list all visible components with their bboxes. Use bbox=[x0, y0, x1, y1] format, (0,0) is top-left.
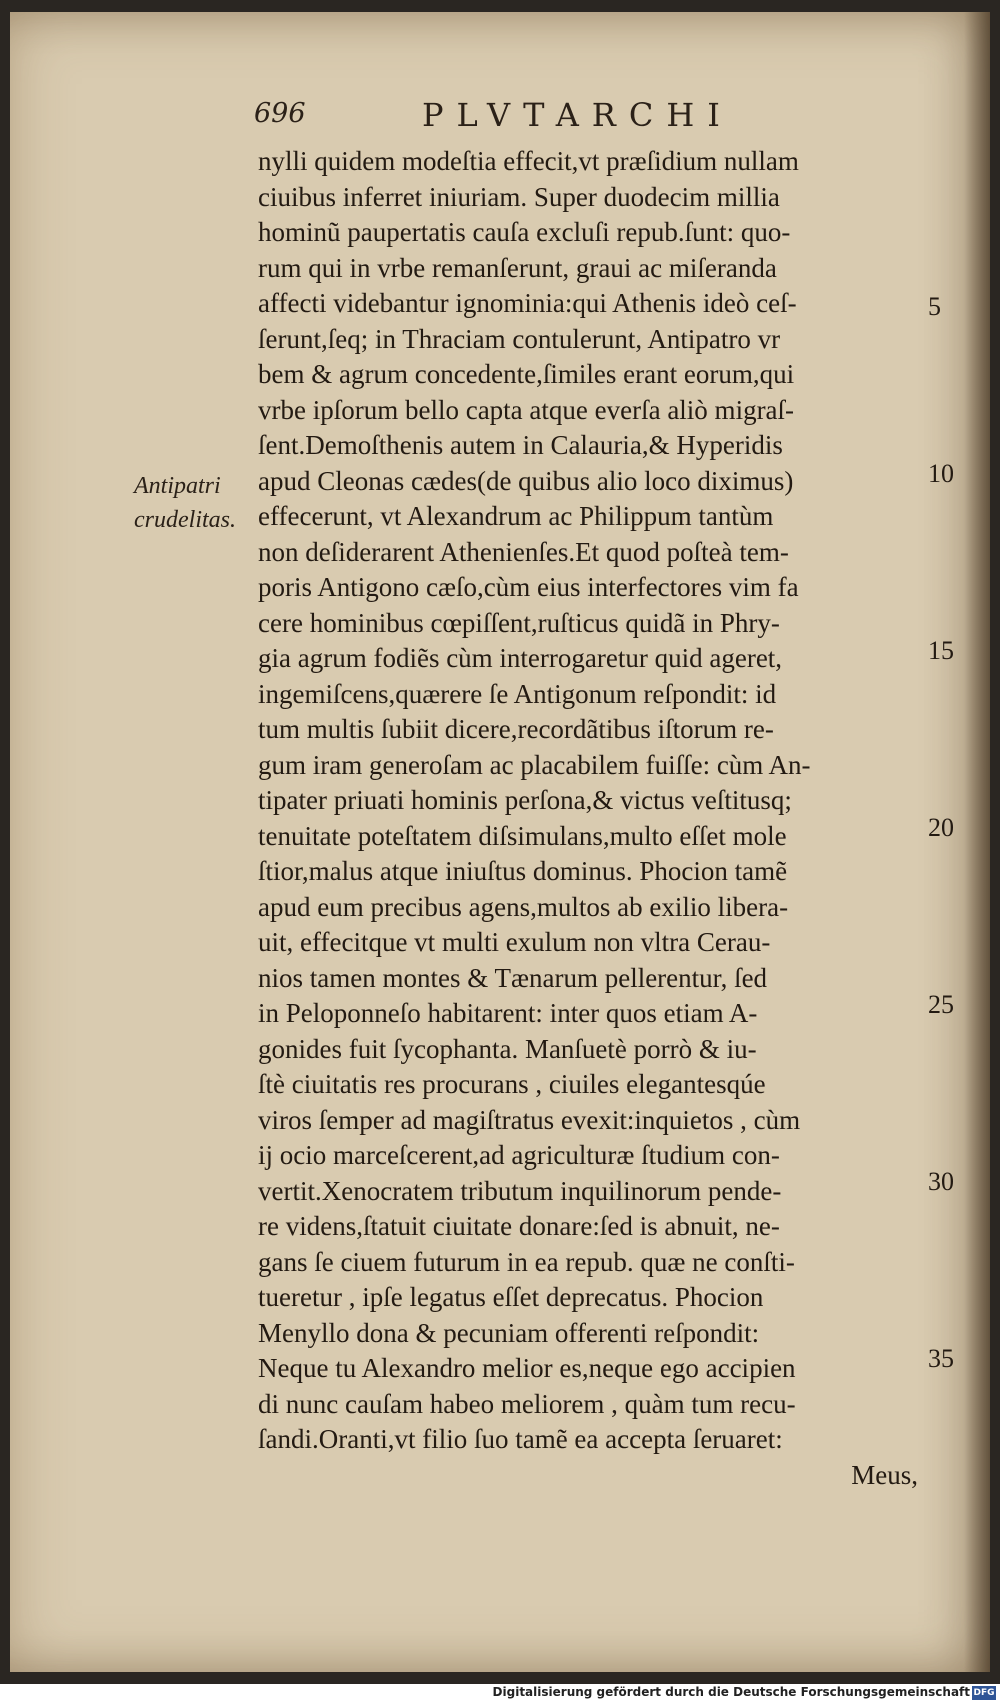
text-line: non deſiderarent Athenienſes.Et quod poſteà tem- bbox=[258, 536, 789, 567]
text-line: ingemiſcens,quærere ſe Antigonum reſpondit: id bbox=[258, 678, 777, 709]
text-line: in Peloponneſo habitarent: inter quos etiam A- bbox=[258, 998, 758, 1028]
line-number: 5 bbox=[928, 292, 941, 321]
text-line: apud eum precibus agens,multos ab exilio libera- bbox=[258, 891, 789, 922]
text-line: poris Antigono cæſo,cùm eius interfectores vim fa bbox=[258, 572, 799, 602]
footer-credit: Digitalisierung gefördert durch die Deutsche Forschungsgemeinschaft bbox=[492, 1685, 970, 1699]
text-line: cere hominibus cœpiſſent,ruſticus quidã in Phry- bbox=[258, 607, 780, 638]
catchword: Meus, bbox=[851, 1459, 918, 1490]
text-line: gonides fuit ſycophanta. Manſuetè porrò & iu- bbox=[258, 1033, 757, 1064]
text-line: apud Cleonas cædes(de quibus alio loco diximus) bbox=[258, 465, 794, 496]
text-line: gum iram generoſam ac placabilem fuiſſe: cùm An- bbox=[258, 749, 811, 780]
book-page bbox=[10, 12, 990, 1672]
text-line: affecti videbantur ignominia:qui Athenis ideò ceſ- bbox=[258, 288, 797, 318]
text-line: nylli quidem modeſtia effecit,vt præſidium nullam bbox=[258, 146, 799, 176]
line-number: 20 bbox=[928, 813, 954, 842]
dfg-logo-icon: DFG bbox=[973, 1688, 995, 1698]
page-gutter-shadow bbox=[964, 12, 990, 1672]
running-head: PLVTARCHI bbox=[422, 96, 733, 134]
text-line: di nunc cauſam habeo meliorem , quàm tum recu- bbox=[258, 1388, 796, 1419]
text-line: nios tamen montes & Tænarum pellerentur, ſed bbox=[258, 962, 768, 993]
page-number: 696 bbox=[254, 98, 306, 129]
page-header bbox=[10, 98, 990, 138]
text-line: re videns,ſtatuit ciuitate donare:ſed is abnuit, ne- bbox=[258, 1211, 780, 1241]
text-line: tenuitate poteſtatem diſsimulans,multo eſſet mole bbox=[258, 820, 787, 851]
text-line: Neque tu Alexandro melior es,neque ego accipien bbox=[258, 1353, 796, 1383]
text-line: ij ocio marceſcerent,ad agriculturæ ſtudium con- bbox=[258, 1140, 780, 1170]
text-line: tum multis ſubiit dicere,recordãtibus iſtorum re- bbox=[258, 714, 774, 744]
text-line: ſtior,malus atque iniuſtus dominus. Phocion tamẽ bbox=[258, 856, 788, 886]
text-line: ciuibus inferret iniuriam. Super duodecim millia bbox=[258, 181, 780, 212]
line-number: 25 bbox=[928, 990, 954, 1019]
line-number: 30 bbox=[928, 1167, 954, 1196]
line-number: 10 bbox=[928, 459, 954, 488]
text-line: tipater priuati hominis perſona,& victus veſtitusq; bbox=[258, 785, 792, 815]
body-text bbox=[258, 144, 918, 1493]
digitization-footer bbox=[0, 1684, 1000, 1703]
text-line: gans ſe ciuem futurum in ea repub. quæ ne conſti- bbox=[258, 1246, 795, 1277]
margin-note-line: crudelitas. bbox=[134, 507, 236, 533]
text-line: hominũ paupertatis cauſa excluſi repub.ſunt: quo- bbox=[258, 217, 791, 247]
text-line: ſent.Demoſthenis autem in Calauria,& Hyperidis bbox=[258, 430, 783, 460]
text-line: effecerunt, vt Alexandrum ac Philippum tantùm bbox=[258, 501, 774, 531]
line-number: 15 bbox=[928, 636, 954, 665]
text-line: viros ſemper ad magiſtratus evexit:inquietos , cùm bbox=[258, 1104, 801, 1135]
text-line: Menyllo dona & pecuniam offerenti reſpondit: bbox=[258, 1317, 760, 1348]
text-line: uit, effecitque vt multi exulum non vltra Cerau- bbox=[258, 927, 771, 957]
text-line: ſtè ciuitatis res procurans , ciuiles elegantesqúe bbox=[258, 1069, 766, 1099]
margin-note bbox=[134, 469, 244, 537]
text-line: rum qui in vrbe remanſerunt, graui ac miſeranda bbox=[258, 252, 777, 283]
text-line: gia agrum fodiẽs cùm interrogaretur quid ageret, bbox=[258, 643, 783, 673]
text-line: bem & agrum concedente,ſimiles erant eorum,qui bbox=[258, 359, 795, 389]
text-line: vertit.Xenocratem tributum inquilinorum pende- bbox=[258, 1175, 782, 1206]
text-line: tueretur , ipſe legatus eſſet deprecatus. Phocion bbox=[258, 1282, 764, 1312]
text-line: ſandi.Oranti,vt filio ſuo tamẽ ea accepta ſeruaret: bbox=[258, 1424, 783, 1454]
text-line: ſerunt,ſeq; in Thraciam contulerunt, Antipatro vr bbox=[258, 323, 781, 354]
margin-note-line: Antipatri bbox=[134, 473, 221, 499]
text-line: vrbe ipſorum bello capta atque everſa aliò migraſ- bbox=[258, 394, 795, 425]
line-number: 35 bbox=[928, 1344, 954, 1373]
